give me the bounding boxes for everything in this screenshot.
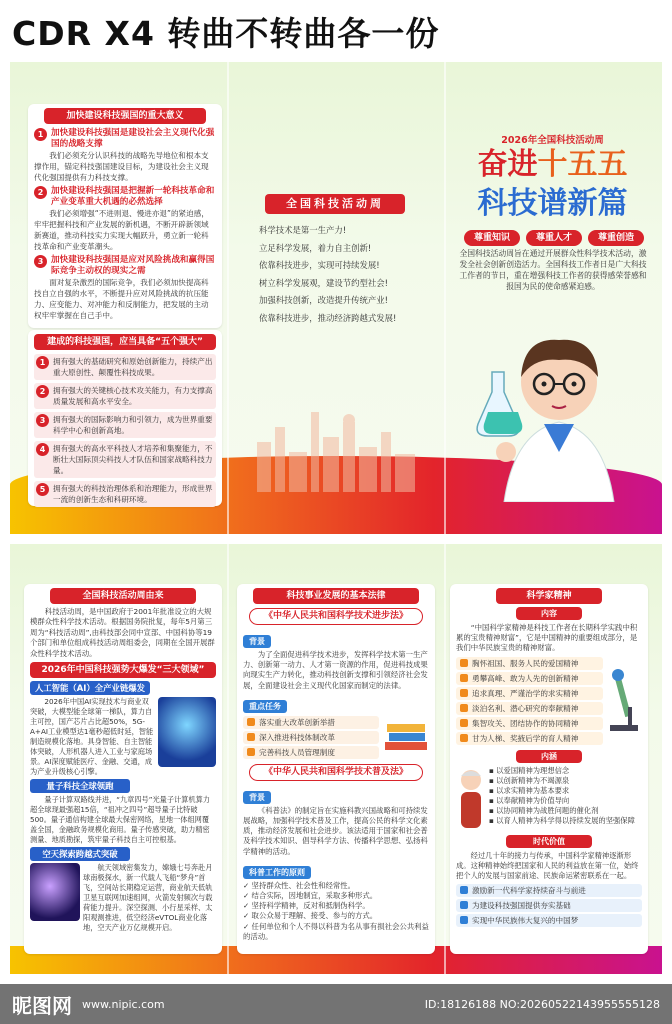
spirit-text: 胸怀祖国、服务人民的爱国精神: [472, 658, 579, 668]
header-title: CDR X4 转曲不转曲各一份: [12, 13, 440, 53]
panel-slogans: [227, 62, 444, 534]
significance-box: [28, 104, 222, 328]
principle-text: 坚持群众性、社会性和经常性。: [251, 880, 356, 890]
item-heading: 加快建设科技强国是应对风险挑战和赢得国际竞争主动权的现实之需: [51, 255, 215, 276]
five-item: [34, 383, 216, 409]
slogan-line: 立足科学发展，着力自主创新!: [259, 242, 372, 253]
meaning-text: 以奉献精神为价值导向: [496, 795, 570, 805]
pill-creation: 尊重创造: [588, 230, 644, 246]
watermark-id: ID:18126188 NO:20260522143955555128: [424, 997, 660, 1011]
item-text: 拥有强大的关键核心技术攻关能力，有力支撑高质量发展和高水平安全。: [53, 386, 213, 406]
five-item: [34, 354, 216, 380]
origin-body: 科技活动周，是中国政府于2001年批准设立的大规模群众性科学技术活动。根据国务院批复，每年5月第三周为“科技活动周”,由科技部会同中宣部、中国科协等19个部门和单位组成科技活动周组委会，同期在全国开展群众性科学技术活动。: [30, 607, 215, 658]
principle-text: 坚持科学精神，反对和抵制伪科学。: [251, 901, 370, 911]
origin-title: 全国科技活动周由来: [50, 588, 196, 604]
tag-content: 内容: [516, 607, 582, 620]
five-strong-box: [28, 330, 222, 506]
brochure-inside: [10, 544, 662, 974]
law1-body: 为了全面促进科学技术进步，发挥科学技术第一生产力、创新第一动力、人才第一资源的作用，促进科技成果向现实生产力转化，推动科技创新支撑和引领经济社会发展，全面建设社会主义现代化国家而制定的法律。: [243, 650, 428, 690]
principle-text: 取公众易于理解、接受、参与的方式。: [251, 911, 378, 921]
cover-title-b: 十五五: [537, 147, 628, 182]
meaning-item: ▪ 以创新精神为不竭源泉: [489, 775, 570, 785]
spirit-item: [456, 732, 603, 745]
tag-era-value: 时代价值: [506, 835, 592, 848]
principle-text: 任何单位和个人不得以科普为名从事有损社会公共利益的活动。: [243, 921, 429, 941]
spirit-text: 集智攻关、团结协作的协同精神: [472, 718, 579, 728]
watermark-site: www.nipic.com: [82, 997, 165, 1011]
item-text: 拥有强大的科技治理体系和治理能力，形成世界一流的创新生态和科研环境。: [53, 484, 213, 504]
significance-title: 加快建设科技强国的重大意义: [44, 108, 206, 124]
page-header: [0, 0, 672, 62]
city-skyline-icon: [247, 392, 437, 492]
task-text: 落实重大改革创新举措: [259, 717, 335, 727]
scientist-illustration-icon: [474, 312, 644, 502]
pill-knowledge: 尊重知识: [464, 230, 520, 246]
spirit-text: 甘为人梯、奖掖后学的育人精神: [472, 733, 579, 743]
bullet-icon: [247, 718, 255, 726]
principle-item: ✓ 结合实际，因地制宜，采取多种形式。: [243, 891, 378, 901]
significance-item: [34, 255, 216, 321]
significance-item: [34, 186, 216, 252]
law1-title: 《中华人民共和国科学技术进步法》: [249, 608, 423, 625]
bullet-icon: [460, 916, 468, 924]
five-item: [34, 441, 216, 478]
spirit-box: [450, 584, 648, 954]
law-title: 科技事业发展的基本法律: [253, 588, 419, 604]
cover-body: 全国科技活动周旨在通过开展群众性科学技术活动，激发全社会创新创造活力。全国科技工作者日是广大科技工作者的节日，重在增强科技工作者的获得感荣誉感和报国为民的使命感紧迫感。: [459, 249, 647, 291]
item-number: 3: [34, 255, 47, 268]
item-heading: 加快建设科技强国是建设社会主义现代化强国的战略支撑: [51, 128, 215, 149]
professor-icon: [456, 766, 486, 832]
bullet-icon: [247, 733, 255, 741]
item-number: 1: [36, 356, 49, 369]
tag-meaning: 内涵: [516, 750, 582, 763]
cover-title-line2: 科技谱新篇: [477, 186, 628, 221]
pill-talent: 尊重人才: [526, 230, 582, 246]
five-item: [34, 412, 216, 438]
space-title: 空天探索跨越式突破: [30, 847, 130, 861]
law2-body: 《科普法》的制定旨在实施科教兴国战略和可持续发展战略，加强科学技术普及工作，提高公民的科学文化素质，推动经济发展和社会进步。该法适用于国家和社会普及科学技术知识、倡导科学方法、传播科学思想、弘扬科学精神的活动。: [243, 805, 428, 856]
cover-title-line1: [444, 147, 661, 183]
spirit-item: [456, 672, 603, 685]
meaning-item: ▪ 以爱国精神为理想信念: [489, 765, 570, 775]
value-text: 实现中华民族伟大复兴的中国梦: [472, 915, 579, 925]
bullet-icon: [460, 734, 468, 742]
slogan-line: 依靠科技进步，推动经济跨越式发展!: [259, 312, 397, 323]
meaning-item: ▪ 以协同精神为战胜问题的催化剂: [489, 805, 599, 815]
books-icon: [383, 716, 429, 756]
item-number: 4: [36, 443, 49, 456]
spirit-text: 追求真理、严谨治学的求实精神: [472, 688, 579, 698]
item-number: 3: [36, 414, 49, 427]
spirit-item: [456, 717, 603, 730]
item-body: 我们必须充分认识科技的战略先导地位和根本支撑作用，锚定科技强国建设目标，为建设社会主义现代化强国提供有力科技支撑。: [34, 151, 209, 182]
bullet-icon: [247, 748, 255, 756]
slogan-list: [259, 222, 439, 327]
item-text: 拥有强大的国际影响力和引领力，成为世界重要科学中心和创新高地。: [53, 415, 213, 435]
law2-title: 《中华人民共和国科学技术普及法》: [249, 764, 423, 781]
meaning-item: ▪ 以育人精神为科学得以持续发展的坚强保障: [489, 815, 635, 825]
panel-significance: [10, 62, 227, 534]
ai-title: 人工智能（AI）全产业链爆发: [30, 681, 150, 695]
spirit-item: [456, 702, 603, 715]
item-number: 5: [36, 483, 49, 496]
value-text: 为建设科技强国提供夯实基础: [472, 900, 571, 910]
cover-subtitle: 2026年全国科技活动周: [501, 135, 604, 146]
meaning-item: ▪ 以奉献精神为价值导向: [489, 795, 570, 805]
spirit-text: 勇攀高峰、敢为人先的创新精神: [472, 673, 579, 683]
principle-text: 结合实际，因地制宜，采取多种形式。: [251, 891, 378, 901]
spirit-item: [456, 687, 603, 700]
item-number: 2: [36, 385, 49, 398]
task-item: [243, 716, 379, 729]
watermark-bar: [0, 984, 672, 1024]
space-body: 航天领域密集发力，嫦娥七号奔赴月球南极探水，新一代载人飞船“梦舟”首飞，空间站长期稳定运营，商业航天低轨卫星互联网加速组网，火箭发射频次与载荷能力提升。深空探测、小行星采样、太阳观测推进，低空经济eVTOL商业化落地，空天产业万亿规模开启。: [83, 863, 213, 933]
meaning-text: 以爱国精神为理想信念: [496, 765, 570, 775]
slogan-line: 树立科学发展观，建设节约型社会!: [259, 277, 388, 288]
five-strong-title: 建成的科技强国，应当具备“五个强大”: [34, 334, 216, 350]
cover-title-a: 奋进: [477, 147, 538, 182]
item-body: 面对复杂激烈的国际竞争，我们必须加快提高科技自立自强的水平，不断提升应对风险挑战的抗压能力、应变能力、对冲能力和反制能力，把发展的主动权牢牢掌握在自己手中。: [34, 278, 209, 320]
watermark-logo: 昵图网: [12, 993, 72, 1018]
meaning-text: 以育人精神为科学得以持续发展的坚强保障: [496, 815, 635, 825]
quantum-title: 量子科技全球领跑: [30, 779, 130, 793]
tag-background-2: 背景: [243, 791, 271, 804]
panel-cover: [444, 62, 661, 534]
task-item: [243, 731, 379, 744]
meaning-item: ▪ 以求实精神为基本要求: [489, 785, 570, 795]
brochure-outside: [10, 62, 662, 534]
bullet-icon: [460, 901, 468, 909]
rocket-image-icon: [30, 863, 80, 921]
five-item: [34, 481, 216, 507]
principle-item: ✓ 任何单位和个人不得以科普为名从事有损社会公共利益的活动。: [243, 921, 429, 941]
task-text: 完善科技人员管理制度: [259, 747, 335, 757]
task-item: [243, 746, 379, 759]
principle-item: ✓ 坚持群众性、社会性和经常性。: [243, 880, 356, 890]
significance-item: [34, 128, 216, 183]
slogans-title: 全国科技活动周: [265, 194, 405, 214]
bullet-icon: [460, 704, 468, 712]
value-text: 激励新一代科学家持续奋斗与前进: [472, 885, 586, 895]
quantum-body: 量子计算双路线并进，“九章四号”光量子计算机算力超全球现最强超15倍，“祖冲之四号”超导量子比特破500。量子通信构建全球最大保密网络，星地一体组网覆盖全国，金融政务规模化商用。量子传感突破，助力精密测量、地质勘探，筑牢量子科技自主可控根基。: [30, 795, 210, 845]
slogan-line: 依靠科技进步，实现可持续发展!: [259, 260, 380, 270]
bullet-icon: [460, 674, 468, 682]
meaning-text: 以求实精神为基本要求: [496, 785, 570, 795]
item-text: 拥有强大的基础研究和原始创新能力，持续产出重大原创性、颠覆性科技成果。: [53, 357, 213, 377]
value-item: [456, 914, 642, 927]
item-text: 拥有强大的高水平科技人才培养和集聚能力，不断壮大国际顶尖科技人才队伍和国家战略科技力量。: [53, 444, 213, 475]
value-item: [456, 884, 642, 897]
fold-line: [444, 544, 446, 974]
task-text: 深入推进科技体制改革: [259, 732, 335, 742]
item-number: 2: [34, 186, 47, 199]
tag-principles: 科普工作的原则: [243, 866, 311, 879]
cover-pills: [464, 230, 644, 246]
item-body: 我们必须增强“不进则退、慢进亦退”的紧迫感，牢牢把握科技和产业发展的新机遇，不断开辟新领域新赛道，推动科技实力实现大幅跃升，勇立新一轮科技革命和产业变革潮头。: [34, 209, 209, 251]
item-heading: 加快建设科技强国是把握新一轮科技革命和产业变革重大机遇的必然选择: [51, 186, 215, 207]
bullet-icon: [460, 659, 468, 667]
ai-body: 2026年中国AI实现技术与商业双突破，大模型能全球第一梯队，算力自主可控，国产芯片占比超50%，5G-A+AI工业模型达1毫秒超低时延，智能制造规模化落地。具身智能、自主智能体突破，人形机器人进入工业与家庭场景。AI深度赋能医疗、金融、交通，成为产业升级核心引擎。: [30, 697, 154, 777]
principle-item: ✓ 坚持科学精神，反对和抵制伪科学。: [243, 901, 370, 911]
meaning-text: 以协同精神为战胜问题的催化剂: [496, 805, 599, 815]
robot-image-icon: [158, 697, 216, 767]
bullet-icon: [460, 886, 468, 894]
meaning-text: 以创新精神为不竭源泉: [496, 775, 570, 785]
slogan-line: 加强科技创新，改造提升传统产业!: [259, 295, 388, 305]
tag-key-tasks: 重点任务: [243, 700, 287, 713]
fold-line: [227, 544, 229, 974]
three-fields-title: 2026年中国科技强势大爆发“三大领域”: [30, 662, 216, 678]
principle-item: ✓ 取公众易于理解、接受、参与的方式。: [243, 911, 378, 921]
item-number: 1: [34, 128, 47, 141]
spirit-item: [456, 657, 603, 670]
spirit-title: 科学家精神: [496, 588, 602, 604]
era-body: 经过几十年的接力与传承，中国科学家精神逐渐形成。这种精神始终把国家和人民的利益放在第一位，始终把个人的发展与国家前途、民族命运紧密联系在一起。: [456, 850, 639, 880]
origin-box: [24, 584, 222, 954]
slogan-line: 科学技术是第一生产力!: [259, 225, 347, 235]
microscope-icon: [606, 657, 642, 735]
bullet-icon: [460, 719, 468, 727]
spirit-text: 淡泊名利、潜心研究的奉献精神: [472, 703, 579, 713]
value-item: [456, 899, 642, 912]
tag-background: 背景: [243, 635, 271, 648]
spirit-intro: “中国科学家精神是科技工作者在长期科学实践中积累的宝贵精神财富”，它是中国精神的重要组成部分，是我们中华民族宝贵的精神财富。: [456, 623, 638, 653]
bullet-icon: [460, 689, 468, 697]
law-box: [237, 584, 435, 954]
